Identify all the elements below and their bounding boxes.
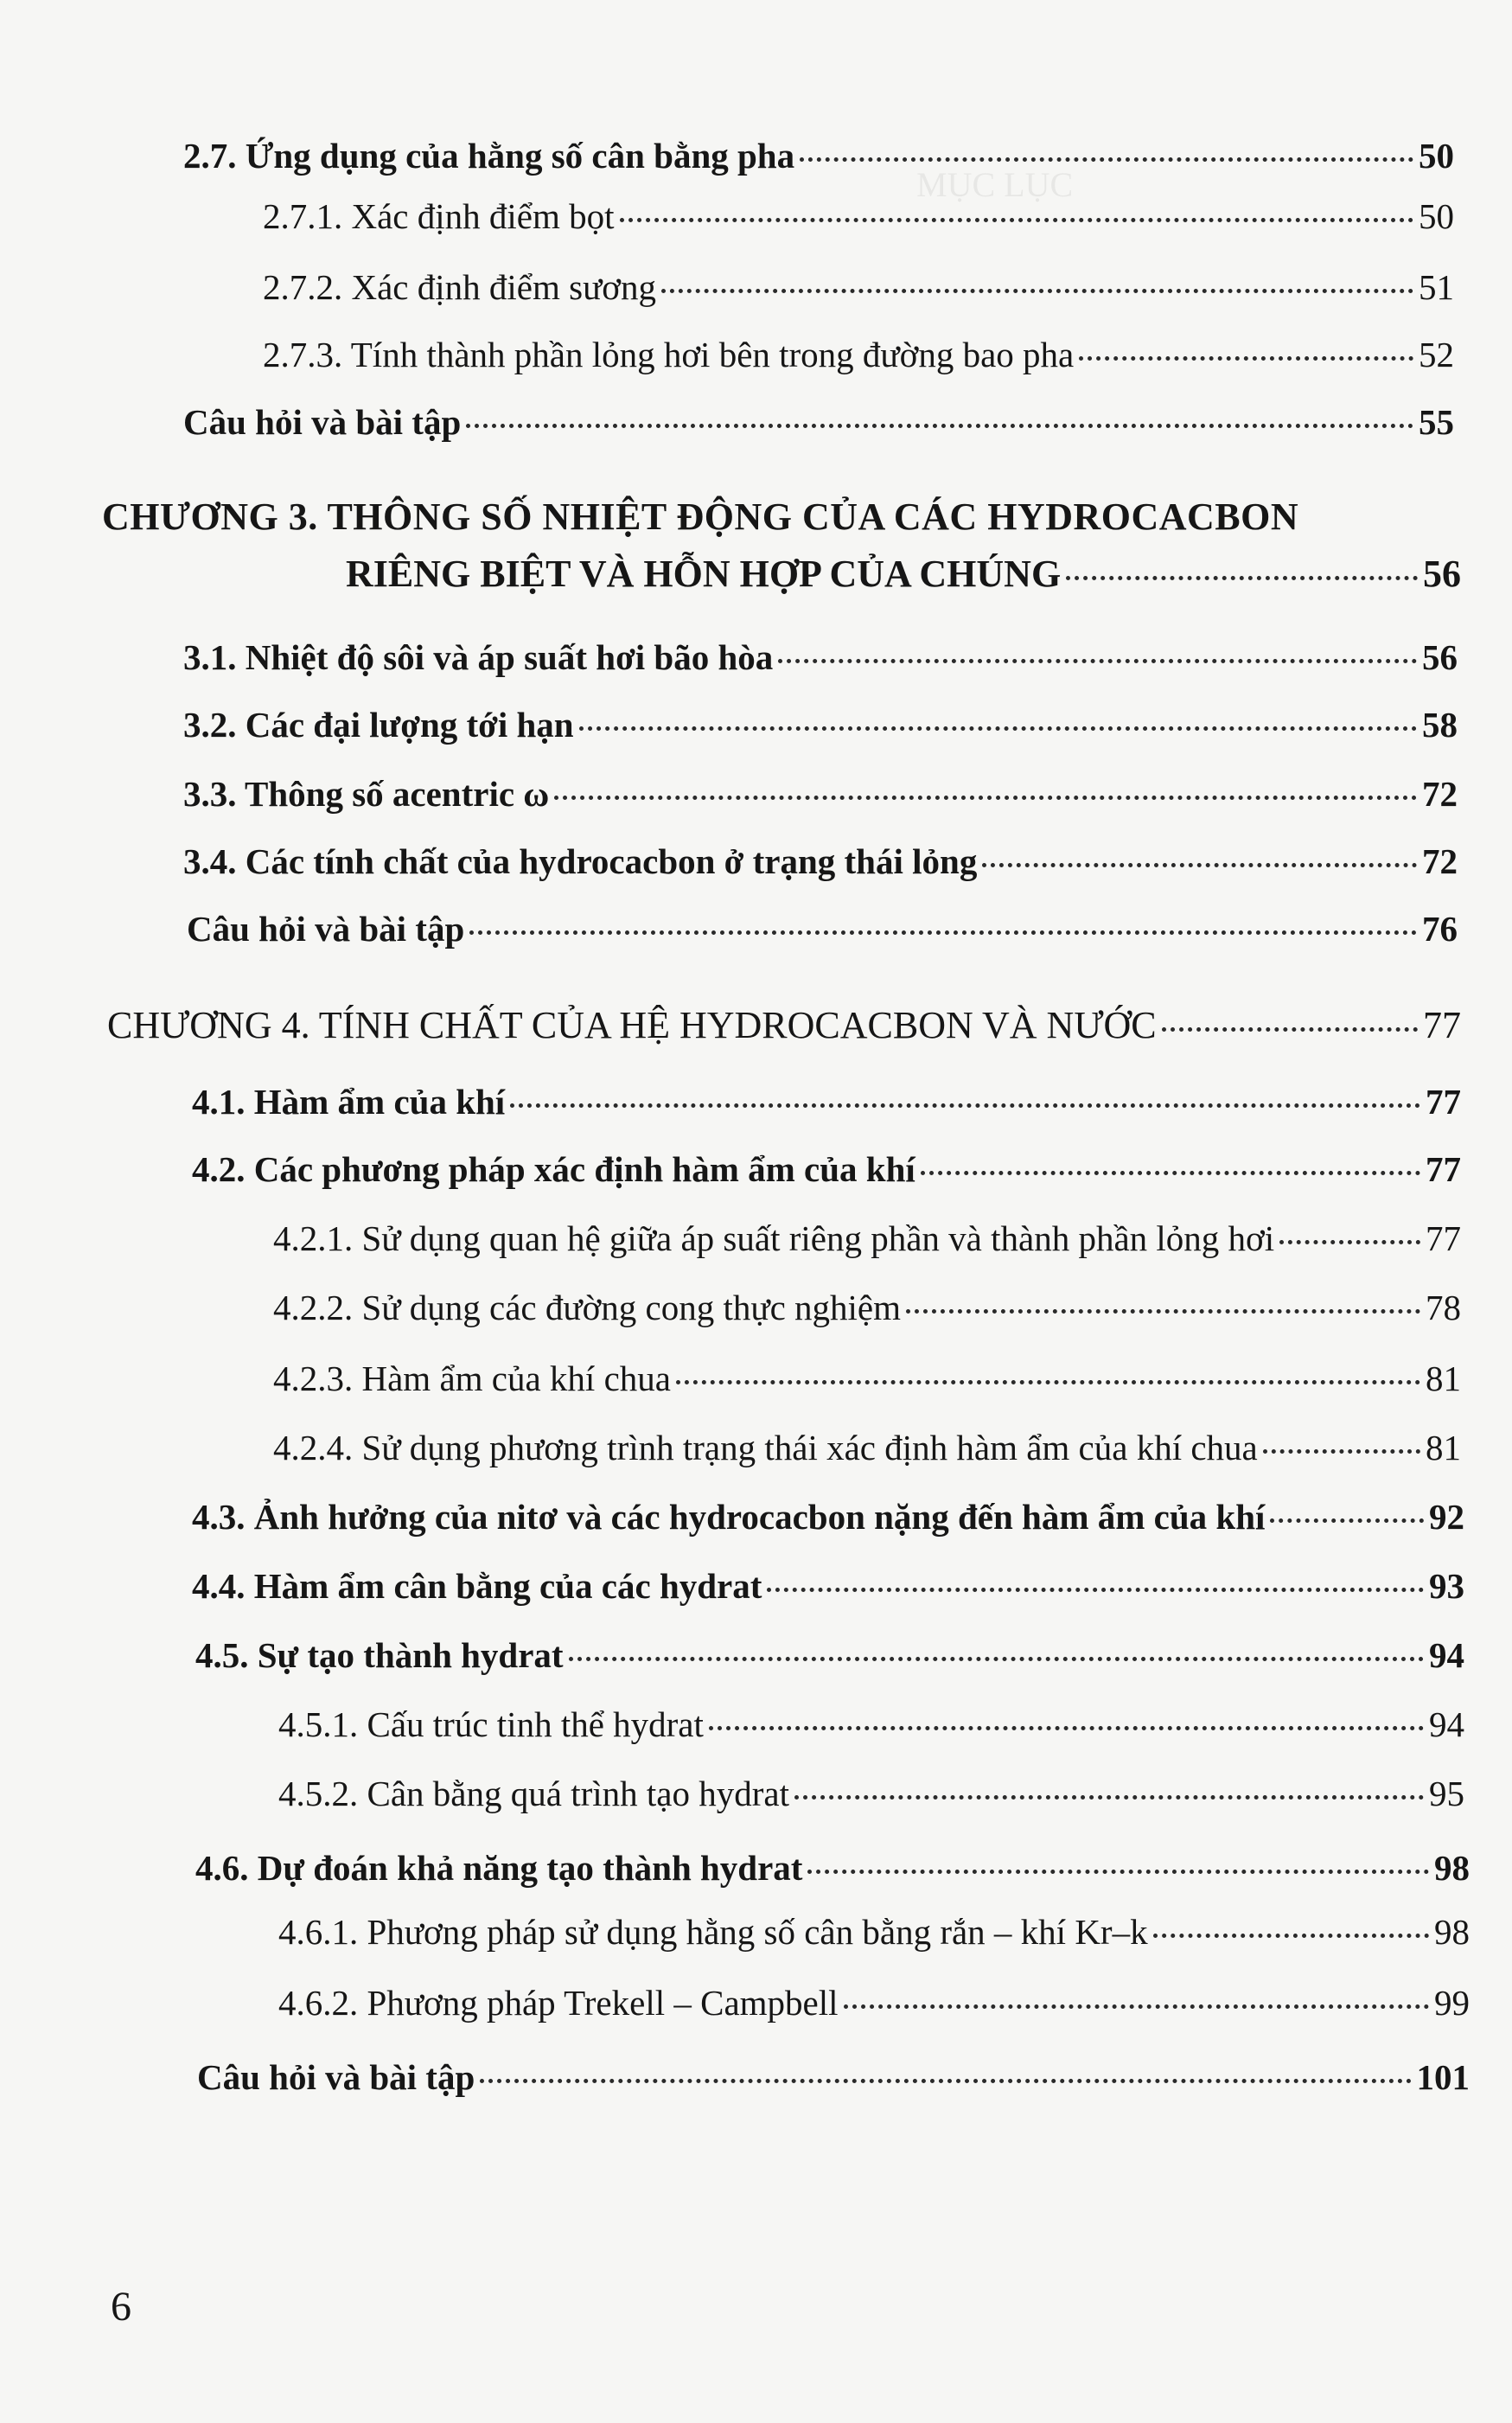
toc-entry-title: 4.2.3. Hàm ẩm của khí chua (273, 1359, 671, 1398)
toc-entry-title: 4.5.2. Cân bằng quá trình tạo hydrat (278, 1774, 789, 1813)
toc-entry-page: 77 (1426, 1082, 1461, 1122)
toc-entry-title: Câu hỏi và bài tập (187, 909, 465, 949)
toc-entry-page: 95 (1429, 1774, 1464, 1813)
toc-entry (183, 842, 1458, 881)
toc-entry (192, 1567, 1464, 1606)
toc-entry (187, 910, 1458, 949)
dot-leader (807, 1870, 1429, 1874)
toc-entry-page: 78 (1426, 1288, 1461, 1327)
chapter-heading-line2: RIÊNG BIỆT VÀ HỖN HỢP CỦA CHÚNG (346, 553, 1062, 595)
toc-entry-title: 4.5.1. Cấu trúc tinh thể hydrat (278, 1704, 704, 1744)
toc-entry-title: 4.5. Sự tạo thành hydrat (195, 1635, 564, 1675)
dot-leader (466, 424, 1413, 428)
toc-entry-title: 4.2.2. Sử dụng các đường cong thực nghiệm (273, 1288, 902, 1327)
toc-entry-title: 4.1. Hàm ẩm của khí (192, 1082, 506, 1122)
dot-leader (620, 218, 1413, 222)
toc-entry (183, 775, 1458, 814)
dot-leader (709, 1726, 1424, 1730)
toc-entry-page: 72 (1422, 774, 1458, 814)
dot-leader (1279, 1240, 1420, 1244)
toc-entry-page: 94 (1429, 1704, 1464, 1744)
toc-entry-page: 50 (1419, 136, 1454, 176)
chapter-heading (107, 1005, 1461, 1046)
dot-leader (661, 289, 1413, 293)
dot-leader (1079, 356, 1413, 361)
toc-entry-page: 92 (1429, 1497, 1464, 1537)
toc-entry-title: 4.4. Hàm ẩm cân bằng của các hydrat (192, 1566, 762, 1606)
toc-entry-title: 4.2. Các phương pháp xác định hàm ẩm của khí (192, 1149, 915, 1189)
toc-entry (183, 706, 1458, 745)
toc-entry-page: 56 (1422, 637, 1458, 677)
toc-entry-title: 3.4. Các tính chất của hydrocacbon ở trạng thái lỏng (183, 841, 978, 881)
toc-entry-page: 101 (1416, 2057, 1470, 2097)
toc-entry (192, 1083, 1461, 1122)
toc-entry-title: 2.7. Ứng dụng của hằng số cân bằng pha (183, 136, 795, 176)
dot-leader (794, 1795, 1424, 1800)
toc-entry-page: 77 (1426, 1218, 1461, 1258)
dot-leader (554, 796, 1417, 800)
toc-entry-title: 2.7.2. Xác định điểm sương (263, 267, 656, 307)
dot-leader (982, 863, 1417, 867)
toc-entry-page: 98 (1434, 1848, 1470, 1888)
toc-entry-page: 81 (1426, 1428, 1461, 1467)
toc-entry (278, 1705, 1464, 1744)
dot-leader (1270, 1518, 1424, 1523)
toc-entry (263, 268, 1454, 307)
toc-entry (273, 1219, 1461, 1258)
dot-leader (1162, 1027, 1418, 1032)
toc-entry-title: 3.2. Các đại lượng tới hạn (183, 705, 574, 745)
dot-leader (1153, 1934, 1429, 1938)
toc-entry-title: 4.6. Dự đoán khả năng tạo thành hydrat (195, 1848, 803, 1888)
dot-leader (800, 157, 1413, 162)
dot-leader (767, 1588, 1424, 1592)
toc-entry (278, 1913, 1470, 1952)
dot-leader (921, 1171, 1420, 1175)
show-through-text: MỤC LỤC (916, 165, 1074, 204)
toc-entry-page: 55 (1419, 402, 1454, 442)
toc-entry-page: 52 (1419, 335, 1454, 374)
toc-entry (263, 336, 1454, 374)
dot-leader (579, 726, 1417, 731)
dot-leader (1066, 576, 1418, 580)
toc-entry-title: 4.3. Ảnh hưởng của nitơ và các hydrocacbon nặng đến hàm ẩm của khí (192, 1497, 1266, 1537)
toc-entry-page: 58 (1422, 705, 1458, 745)
toc-entry (183, 403, 1454, 442)
toc-entry (195, 1849, 1470, 1888)
dot-leader (480, 2079, 1411, 2083)
toc-entry-title: 2.7.3. Tính thành phần lỏng hơi bên trong đường bao pha (263, 335, 1075, 374)
toc-entry-title: 4.6.1. Phương pháp sử dụng hằng số cân bằng rắn – khí Kr–k (278, 1912, 1148, 1952)
toc-entry-page: 81 (1426, 1359, 1461, 1398)
chapter-heading (346, 553, 1461, 595)
toc-entry (278, 1774, 1464, 1813)
toc-entry-page: 72 (1422, 841, 1458, 881)
dot-leader (778, 659, 1417, 663)
toc-entry-title: 3.3. Thông số acentric ω (183, 774, 550, 814)
toc-entry-page: 50 (1419, 196, 1454, 236)
toc-entry-page: 77 (1423, 1004, 1461, 1046)
toc-entry (273, 1288, 1461, 1327)
toc-entry-page: 76 (1422, 909, 1458, 949)
dot-leader (469, 930, 1417, 935)
dot-leader (1263, 1449, 1420, 1454)
toc-entry-page: 56 (1423, 553, 1461, 595)
toc-entry-page: 93 (1429, 1566, 1464, 1606)
toc-entry (183, 137, 1454, 176)
dot-leader (569, 1657, 1424, 1661)
toc-entry (278, 1984, 1470, 2023)
toc-entry-title: 2.7.1. Xác định điểm bọt (263, 196, 615, 236)
dot-leader (676, 1380, 1420, 1384)
dot-leader (510, 1103, 1420, 1108)
toc-entry (192, 1498, 1464, 1537)
toc-entry-title: 4.2.1. Sử dụng quan hệ giữa áp suất riêng phần và thành phần lỏng hơi (273, 1218, 1275, 1258)
chapter-title: CHƯƠNG 4. TÍNH CHẤT CỦA HỆ HYDROCACBON VÀ NƯỚC (107, 1004, 1157, 1046)
toc-entry (195, 1636, 1464, 1675)
page-number: 6 (111, 2284, 131, 2330)
toc-entry-page: 51 (1419, 267, 1454, 307)
toc-entry-title: Câu hỏi và bài tập (197, 2057, 475, 2097)
toc-entry (263, 197, 1454, 236)
toc-entry-page: 99 (1434, 1983, 1470, 2023)
toc-entry (192, 1150, 1461, 1189)
dot-leader (906, 1309, 1420, 1314)
toc-entry-page: 77 (1426, 1149, 1461, 1189)
toc-entry (273, 1429, 1461, 1467)
toc-entry (273, 1359, 1461, 1398)
toc-entry-title: 4.6.2. Phương pháp Trekell – Campbell (278, 1983, 839, 2023)
dot-leader (844, 2004, 1429, 2009)
chapter-heading-line1: CHƯƠNG 3. THÔNG SỐ NHIỆT ĐỘNG CỦA CÁC HYDROCACBON (102, 495, 1299, 538)
toc-entry-page: 94 (1429, 1635, 1464, 1675)
toc-entry-title: 4.2.4. Sử dụng phương trình trạng thái xác định hàm ẩm của khí chua (273, 1428, 1258, 1467)
toc-entry-title: Câu hỏi và bài tập (183, 402, 462, 442)
toc-entry-title: 3.1. Nhiệt độ sôi và áp suất hơi bão hòa (183, 637, 774, 677)
toc-entry (183, 638, 1458, 677)
toc-entry-page: 98 (1434, 1912, 1470, 1952)
toc-entry (197, 2058, 1470, 2097)
